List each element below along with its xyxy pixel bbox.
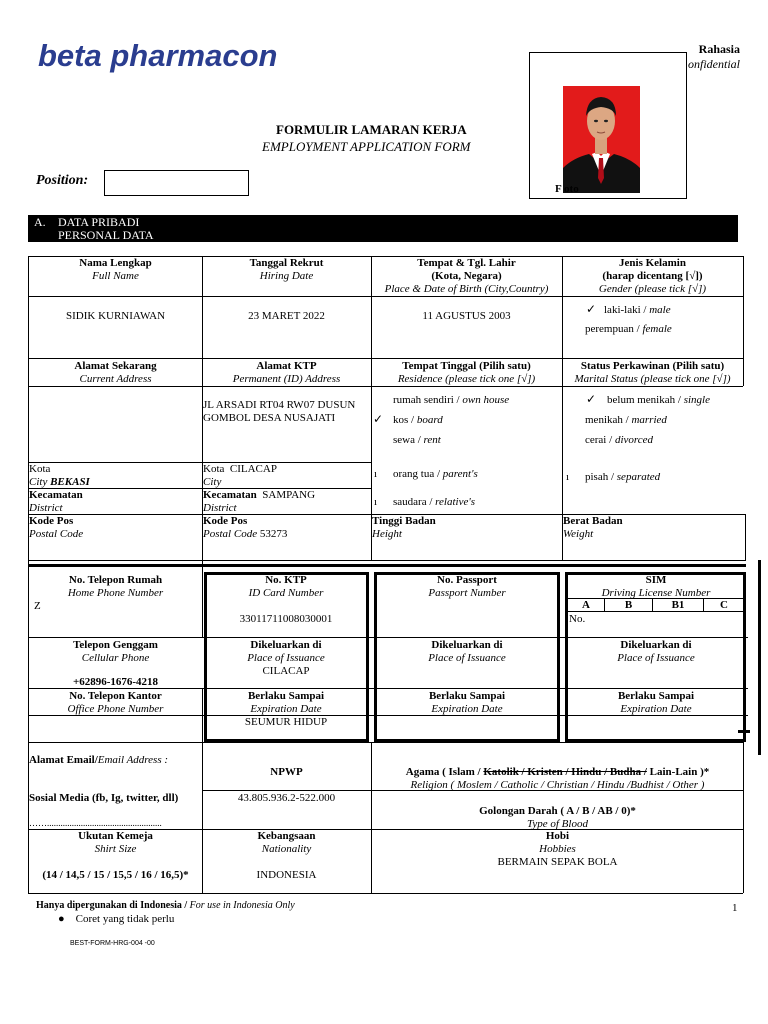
residence-bullet-icon: ı <box>374 468 378 480</box>
shirt-size-value[interactable]: (14 / 14,5 / 15 / 15,5 / 16 / 16,5)* <box>42 869 189 881</box>
postal-code-label-ktp: Kode Pos Postal Code 53273 <box>203 515 288 540</box>
hobby-header: Hobi Hobbies <box>539 830 576 855</box>
passport-expiry-header: Berlaku Sampai Expiration Date <box>428 690 506 715</box>
name-header: Nama Lengkap Full Name <box>79 257 152 282</box>
district-value-ktp[interactable]: SAMPANG <box>262 489 316 501</box>
sim-issuance-header: Dikeluarkan di Place of Issuance <box>617 639 695 664</box>
photo-caption: F oto <box>555 183 579 195</box>
residence-option-board[interactable]: kos / board <box>393 414 443 426</box>
name-value[interactable]: SIDIK KURNIAWAN <box>65 310 166 322</box>
residence-header: Tempat Tinggal (Pilih satu) Residence (please tick one [√]) <box>397 360 536 385</box>
npwp-header: NPWP <box>270 766 303 778</box>
residence-bullet-icon-2: ı <box>374 496 378 508</box>
passport-issuance-header: Dikeluarkan di Place of Issuance <box>428 639 506 664</box>
ktp-issuance-header: Dikeluarkan di Place of Issuance <box>247 639 325 664</box>
marital-option-separated[interactable]: pisah / separated <box>585 471 661 483</box>
section-letter: A. <box>34 215 46 229</box>
district-label: Kecamatan District <box>29 489 83 514</box>
nationality-header: Kebangsaan Nationality <box>257 830 316 855</box>
form-code: BEST-FORM-HRG-004 -00 <box>70 940 155 947</box>
current-address-header: Alamat Sekarang Current Address <box>74 360 157 385</box>
single-tick-icon[interactable]: ✓ <box>586 392 597 406</box>
gender-option-female[interactable]: perempuan / female <box>585 323 672 335</box>
section-title: DATA PRIBADI <box>58 215 140 229</box>
city-value-current[interactable]: BEKASI <box>50 476 90 488</box>
district-label-ktp: Kecamatan SAMPANG District <box>203 489 316 514</box>
residence-option-rent[interactable]: sewa / rent <box>393 434 441 446</box>
marital-option-married[interactable]: menikah / married <box>585 414 667 426</box>
marital-header: Status Perkawinan (Pilih satu) Marital Status (please tick one [√]) <box>574 360 731 385</box>
marital-bullet-icon: ı <box>566 471 570 483</box>
blood-type-header: Golongan Darah ( A / B / AB / 0)* Type of Blood <box>479 805 636 830</box>
rahasia-text: Rahasia <box>698 42 740 56</box>
form-subtitle: EMPLOYMENT APPLICATION FORM <box>262 139 471 154</box>
office-phone-header: No. Telepon Kantor Office Phone Number <box>67 690 164 715</box>
confidential-label <box>690 42 740 72</box>
form-title: FORMULIR LAMARAN KERJA <box>276 122 467 137</box>
company-logo: beta pharmacon <box>38 38 278 73</box>
gender-header: Jenis Kelamin (harap dicentang [√]) Gender (please tick [√]) <box>598 257 707 295</box>
height-label: Tinggi Badan Height <box>372 515 436 540</box>
sim-type-c[interactable]: C <box>720 599 728 611</box>
passport-header: No. Passport Passport Number <box>428 574 506 599</box>
home-phone-header: No. Telepon Rumah Home Phone Number <box>67 574 164 599</box>
shirt-size-header: Ukutan Kemeja Shirt Size <box>78 830 153 855</box>
residence-option-relative[interactable]: saudara / relative's <box>393 496 475 508</box>
hire-date-header: Tanggal Rekrut Hiring Date <box>249 257 324 282</box>
ktp-address-value[interactable]: JL ARSADI RT04 RW07 DUSUN GOMBOL DESA NUSAJATI <box>203 399 356 424</box>
sim-header: SIM Driving License Number <box>601 574 711 599</box>
social-media-label: Sosial Media (fb, Ig, twitter, dll) <box>29 792 179 804</box>
id-card-value[interactable]: 33011711008030001 <box>239 613 333 625</box>
confidential-text: onfidential <box>688 57 740 71</box>
social-media-value[interactable]: ……................................................... <box>29 818 162 828</box>
religion-struck-options: Katolik / Kristen / Hindu / Budha / <box>483 766 647 778</box>
board-tick-icon[interactable]: ✓ <box>373 412 384 426</box>
sim-type-a[interactable]: A <box>582 599 590 611</box>
npwp-value[interactable]: 43.805.936.2-522.000 <box>237 792 336 804</box>
male-tick-icon[interactable]: ✓ <box>586 302 597 316</box>
cell-phone-header: Telepon Genggam Cellular Phone <box>73 639 158 664</box>
birth-header: Tempat & Tgl. Lahir (Kota, Negara) Place & Date of Birth (City,Country) <box>384 257 549 295</box>
birth-value[interactable]: 11 AGUSTUS 2003 <box>422 310 511 322</box>
email-label: Alamat Email/Email Address : <box>29 754 169 766</box>
city-label-ktp: Kota CILACAP City <box>203 463 277 488</box>
footer-note: Hanya dipergunakan di Indonesia / For use in Indonesia Only <box>36 900 295 911</box>
religion-header: Agama ( Islam / Katolik / Kristen / Hindu / Budha / Lain-Lain )* Religion ( Moslem / Catholic / Christian / Hindu /Budhist / Other ) <box>405 766 710 791</box>
section-a-header <box>28 215 738 242</box>
hire-date-value[interactable]: 23 MARET 2022 <box>248 310 325 322</box>
ktp-issuance-value[interactable]: CILACAP <box>262 665 310 677</box>
marital-option-divorced[interactable]: cerai / divorced <box>585 434 654 446</box>
cell-phone-value[interactable]: +62896-1676-4218 <box>72 676 159 688</box>
city-label: Kota City BEKASI <box>29 463 90 488</box>
sim-expiry-header: Berlaku Sampai Expiration Date <box>617 690 695 715</box>
footer-bullet-note: ● Coret yang tidak perlu <box>58 913 175 925</box>
home-phone-value[interactable]: Z <box>34 600 41 612</box>
city-value-ktp[interactable]: CILACAP <box>229 463 277 475</box>
section-title-en: PERSONAL DATA <box>58 228 154 242</box>
sim-number-label: No. <box>569 613 586 625</box>
sim-type-b1[interactable]: B1 <box>671 599 685 611</box>
position-label: Position: <box>36 173 89 188</box>
hobby-value[interactable]: BERMAIN SEPAK BOLA <box>497 856 618 868</box>
postal-code-value[interactable]: 53273 <box>259 528 288 540</box>
residence-option-parent[interactable]: orang tua / parent's <box>393 468 478 480</box>
sim-type-b[interactable]: B <box>624 599 633 611</box>
id-card-header: No. KTP ID Card Number <box>248 574 324 599</box>
nationality-value[interactable]: INDONESIA <box>256 869 317 881</box>
ktp-expiry-header: Berlaku Sampai Expiration Date <box>247 690 325 715</box>
ktp-address-header: Alamat KTP Permanent (ID) Address <box>232 360 341 385</box>
marital-option-single[interactable]: belum menikah / single <box>607 394 710 406</box>
bullet-icon: ● <box>58 913 65 925</box>
residence-option-own[interactable]: rumah sendiri / own house <box>393 394 510 406</box>
position-input[interactable] <box>104 170 249 196</box>
weight-label: Berat Badan Weight <box>563 515 623 540</box>
ktp-expiry-value[interactable]: SEUMUR HIDUP <box>244 716 328 728</box>
postal-code-label: Kode Pos Postal Code <box>29 515 84 540</box>
applicant-photo <box>563 86 640 193</box>
page-number: 1 <box>732 902 738 914</box>
gender-option-male[interactable]: laki-laki / male <box>604 304 671 316</box>
